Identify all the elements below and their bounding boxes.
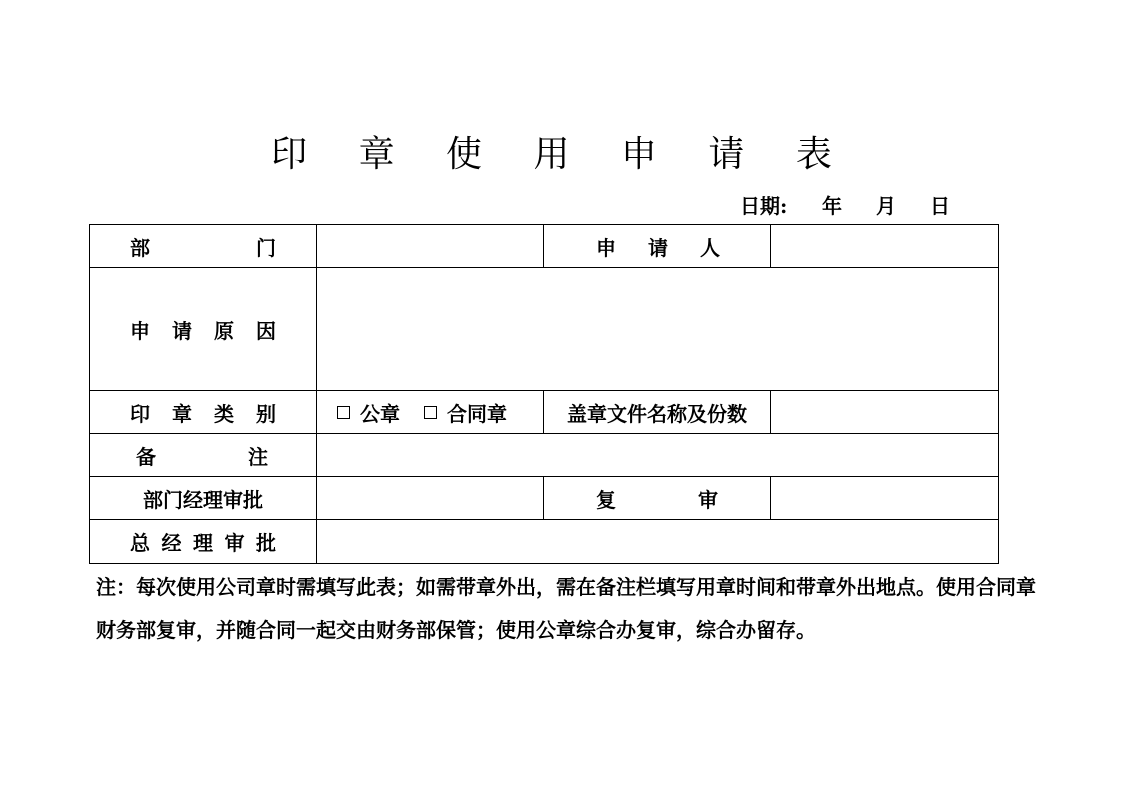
remarks-char: 备 bbox=[136, 444, 156, 469]
date-year-label: 年 bbox=[822, 194, 842, 218]
contract-seal-option[interactable] bbox=[424, 398, 507, 427]
remarks-char: 注 bbox=[248, 444, 268, 469]
reason-field[interactable] bbox=[317, 268, 999, 391]
public-seal-label: 公章 bbox=[360, 401, 400, 426]
applicant-label-cell bbox=[544, 225, 771, 268]
applicant-char: 申 bbox=[596, 235, 616, 260]
applicant-char: 人 bbox=[700, 235, 720, 260]
gm-approval-char: 批 bbox=[256, 531, 276, 555]
remarks-label-cell bbox=[90, 434, 317, 477]
checkbox-icon[interactable] bbox=[337, 406, 350, 419]
usage-note: 注：每次使用公司章时需填写此表；如需带章外出，需在备注栏填写用章时间和带章外出地点。使用合同章财务部复审，并随合同一起交由财务部保管；使用公章综合办复审，综合办留存。 bbox=[96, 575, 1036, 642]
dept-manager-approval-field[interactable] bbox=[317, 477, 544, 520]
date-label: 日期: bbox=[740, 194, 788, 218]
department-char: 门 bbox=[256, 235, 276, 260]
gm-approval-char: 经 bbox=[161, 531, 182, 555]
review-label-cell bbox=[544, 477, 771, 520]
review-field[interactable] bbox=[771, 477, 999, 520]
documents-label-cell bbox=[544, 391, 771, 434]
gm-approval-field[interactable] bbox=[317, 520, 999, 564]
dept-manager-approval-label: 部门经理审批 bbox=[143, 487, 263, 512]
seal-type-options-cell bbox=[317, 391, 544, 434]
seal-type-label-cell bbox=[90, 391, 317, 434]
department-label-cell bbox=[90, 225, 317, 268]
checkbox-icon[interactable] bbox=[424, 406, 437, 419]
department-char: 部 bbox=[130, 235, 150, 260]
reason-char: 因 bbox=[256, 318, 276, 343]
review-char: 审 bbox=[698, 487, 718, 512]
gm-approval-char: 总 bbox=[130, 531, 150, 555]
date-row bbox=[740, 190, 1000, 218]
reason-char: 原 bbox=[214, 318, 234, 343]
reason-label-cell bbox=[90, 268, 317, 391]
dept-manager-approval-label-cell bbox=[90, 477, 317, 520]
contract-seal-label: 合同章 bbox=[447, 401, 507, 426]
seal-type-char: 印 bbox=[130, 401, 150, 426]
date-day-label: 日 bbox=[930, 194, 950, 218]
applicant-field[interactable] bbox=[771, 225, 999, 268]
date-month-label: 月 bbox=[876, 194, 896, 218]
reason-char: 申 bbox=[130, 318, 150, 343]
gm-approval-char: 理 bbox=[193, 531, 213, 555]
documents-field[interactable] bbox=[771, 391, 999, 434]
gm-approval-char: 审 bbox=[224, 531, 245, 555]
public-seal-option[interactable] bbox=[337, 398, 400, 427]
seal-application-table bbox=[89, 224, 999, 564]
documents-label: 盖章文件名称及份数 bbox=[567, 401, 747, 426]
reason-char: 请 bbox=[172, 318, 192, 343]
form-title: 印 章 使 用 申 请 表 bbox=[271, 134, 852, 175]
seal-type-char: 类 bbox=[214, 401, 234, 426]
seal-type-char: 别 bbox=[256, 401, 276, 426]
applicant-char: 请 bbox=[648, 235, 668, 260]
review-char: 复 bbox=[596, 487, 616, 512]
gm-approval-label-cell bbox=[90, 520, 317, 564]
department-field[interactable] bbox=[317, 225, 544, 268]
remarks-field[interactable] bbox=[317, 434, 999, 477]
seal-type-char: 章 bbox=[172, 401, 192, 426]
